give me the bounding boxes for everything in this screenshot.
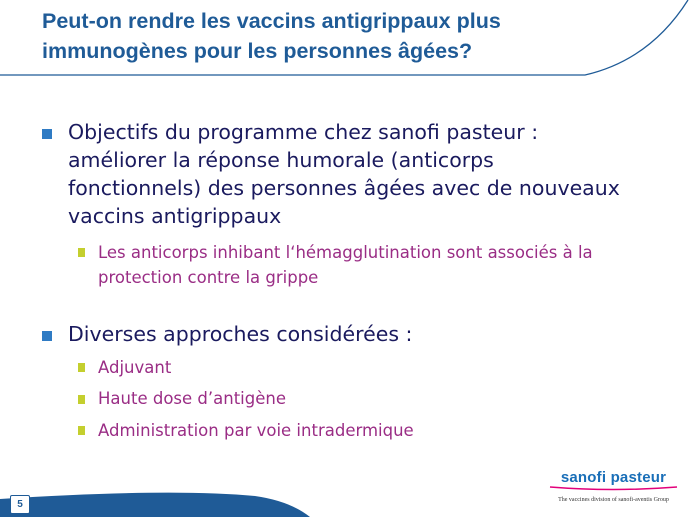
sub-bullet-text-line: Haute dose d’antigène <box>98 389 286 408</box>
page-number: 5 <box>10 495 30 514</box>
logo-tagline: The vaccines division of sanofi-aventis Group <box>558 497 669 503</box>
logo-swoosh-icon <box>546 486 681 491</box>
sub-bullet-square-icon <box>78 395 85 404</box>
sub-bullet-square-icon <box>78 363 85 372</box>
bullet-square-icon <box>42 331 52 341</box>
bullet-text-line: Diverses approches considérées : <box>68 322 413 346</box>
sub-bullet-intradermal <box>98 418 678 443</box>
bullet-objectives <box>68 118 668 230</box>
sub-bullet-square-icon <box>78 248 85 257</box>
sub-bullet-text-line: Adjuvant <box>98 358 172 377</box>
bullet-text-line: vaccins antigrippaux <box>68 204 282 228</box>
footer-wave <box>0 493 310 517</box>
sub-bullet-text-line: Les anticorps inhibant l‘hémagglutination sont associés à la <box>98 243 593 262</box>
sub-bullet-high-dose <box>98 386 678 411</box>
sub-bullet-antibodies <box>98 240 678 290</box>
logo-name: sanofi pasteur <box>560 469 667 486</box>
sub-bullet-adjuvant <box>98 355 678 380</box>
bullet-text-line: Objectifs du programme chez sanofi pasteur : <box>68 120 539 144</box>
bullet-approaches <box>68 320 668 348</box>
sub-bullet-text-line: Administration par voie intradermique <box>98 421 414 440</box>
bullet-square-icon <box>42 129 52 139</box>
slide-title <box>42 6 642 66</box>
bullet-text-line: améliorer la réponse humorale (anticorps <box>68 148 494 172</box>
sub-bullet-text-line: protection contre la grippe <box>98 268 319 287</box>
sub-bullet-square-icon <box>78 426 85 435</box>
slide-title-line: immunogènes pour les personnes âgées? <box>42 39 473 63</box>
slide-title-line: Peut-on rendre les vaccins antigrippaux plus <box>42 9 501 33</box>
bullet-text-line: fonctionnels) des personnes âgées avec de nouveaux <box>68 176 620 200</box>
sanofi-pasteur-logo <box>546 470 681 504</box>
